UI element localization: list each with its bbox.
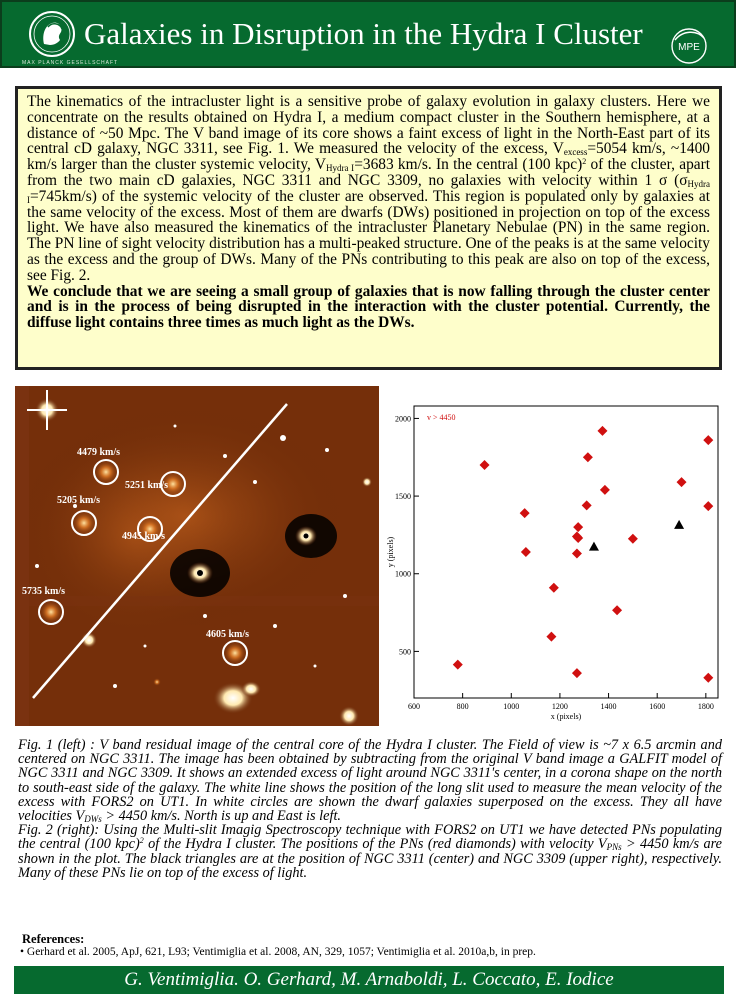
- x-tick-label: 1200: [551, 702, 568, 711]
- minerva-logo-icon: [28, 10, 76, 58]
- x-axis-label: x (pixels): [550, 712, 582, 721]
- x-tick-label: 1400: [600, 702, 617, 711]
- figure-caption: Fig. 1 (left) : V band residual image of the central core of the Hydra I cluster. The Field of view is ~7 x 6.5 arcmin and centered on NGC 3311. The image has been obtained by subtracting from the original V band image a GALFIT model of NGC 3311 and NGC 3309. It shows an extended excess of light around NGC 3311's center, in a corona shape on the north to south-east side of the galaxy. The white line shows the position of the long slit used to measure the mean velocity of the excess with FORS2 on UT1. In white circles are shown the dwarf galaxies superposed on the excess. They all have velocities $V_{DWs} > 4450$ km/s. North is up and East is left. Fig. 2 (right): Using the Multi-slit Imagig Spectroscopy technique with FORS2 on UT1 we have detected PNs populating the central (100 kpc)$^2$ of the Hydra I cluster. The positions of the PNs (red diamonds) with velocity $V_{PNs} > 4450$ km/s are shown in the plot. The black triangles are at the position of NGC 3311 (center) and NGC 3309 (upper right), respectively. Many of these PNs lie on top of the excess of light.: [18, 737, 722, 881]
- nucleus-ngc3309: [285, 514, 337, 558]
- scatter-chart: [385, 386, 721, 728]
- references-heading: References:: [22, 932, 85, 946]
- x-tick-label: 1800: [697, 702, 714, 711]
- velocity-label-5: 5735 km/s: [22, 586, 66, 597]
- x-tick-label: 1000: [503, 702, 520, 711]
- references-text: • Gerhard et al. 2005, ApJ, 621, L93; Ventimiglia et al. 2008, AN, 329, 1057; Ventimiglia et al. 2010a,b, in prep.: [20, 946, 536, 958]
- y-tick-label: 500: [399, 647, 411, 657]
- x-tick-label: 600: [408, 702, 420, 711]
- dwarf-circle-1: [94, 460, 118, 484]
- x-tick-label: 1600: [649, 702, 666, 711]
- figure2-pn-scatter-plot: [385, 386, 721, 728]
- velocity-label-4: 4945 km/s: [122, 531, 166, 542]
- y-tick-label: 1500: [395, 492, 411, 502]
- y-tick-label: 1000: [395, 569, 411, 579]
- velocity-label-3: 5205 km/s: [57, 495, 101, 506]
- plot-frame: [414, 406, 718, 698]
- abstract-text: The kinematics of the intracluster light is a sensitive probe of galaxy evolution in galaxy clusters. Here we concentrate on the results obtained on Hydra I, a medium compact cluster in the Southern hemisphere, at a distance of ~50 Mpc. The V band image of its core shows a faint excess of light in the North-East part of its central cD galaxy, NGC 3311, see Fig. 1. We measured the velocity of the excess, $V_{excess}=5054$ km/s, ~1400 km/s larger than the cluster systemic velocity, $V_{Hydra I}=3683$ km/s. In the central (100 kpc)$^2$ of the cluster, apart from the two main cD galaxies, NGC 3311 and NGC 3309, no galaxies with velocity within 1 σ $(\sigma_{Hydra I}=745km/s)$ of the systemic velocity of the cluster are observed. This region is populated only by galaxies at the same velocity of the excess. Most of them are dwarfs (DWs) positioned in projection on top of the excess light. We have also measured the kinematics of the intracluster Planetary Nebulae (PN) in the same region. The PN line of sight velocity distribution has a multi-peaked structure. One of the peaks is at the same velocity as the excess and the group of DWs. Many of the PNs contributing to this peak are also on top of the excess, see Fig. 2.: [27, 93, 711, 284]
- mpg-caption: MAX PLANCK GESELLSCHAFT: [22, 60, 119, 66]
- residual-image-canvas: [15, 386, 379, 726]
- dwarf-circle-6: [223, 641, 247, 665]
- velocity-label-6: 4605 km/s: [206, 629, 250, 640]
- authors-footer: G. Ventimiglia. O. Gerhard, M. Arnaboldi, L. Coccato, E. Iodice: [14, 966, 724, 994]
- dwarf-circle-3: [72, 511, 96, 535]
- plot-annotation: v > 4450: [427, 413, 456, 422]
- mpe-logo-icon: [669, 26, 709, 66]
- conclusion-text: We conclude that we are seeing a small group of galaxies that is now falling through the cluster center and is in the process of being disrupted in the interaction with the cluster potential. Currently, the diffuse light contains three times as much light as the DWs.: [27, 282, 710, 332]
- velocity-label-1: 4479 km/s: [77, 447, 121, 458]
- dwarf-circle-5: [39, 600, 63, 624]
- velocity-label-2: 5251 km/s: [125, 480, 169, 491]
- y-axis-label: y (pixels): [386, 536, 395, 568]
- header-banner: [0, 0, 736, 68]
- mpe-logo-text: MPE: [678, 42, 700, 53]
- x-tick-label: 800: [456, 702, 469, 711]
- page-title: Galaxies in Disruption in the Hydra I Cluster: [84, 16, 643, 51]
- y-tick-label: 2000: [395, 414, 411, 424]
- figure1-residual-image: [15, 386, 379, 726]
- abstract-box: [15, 86, 722, 370]
- nucleus-ngc3311: [170, 549, 230, 597]
